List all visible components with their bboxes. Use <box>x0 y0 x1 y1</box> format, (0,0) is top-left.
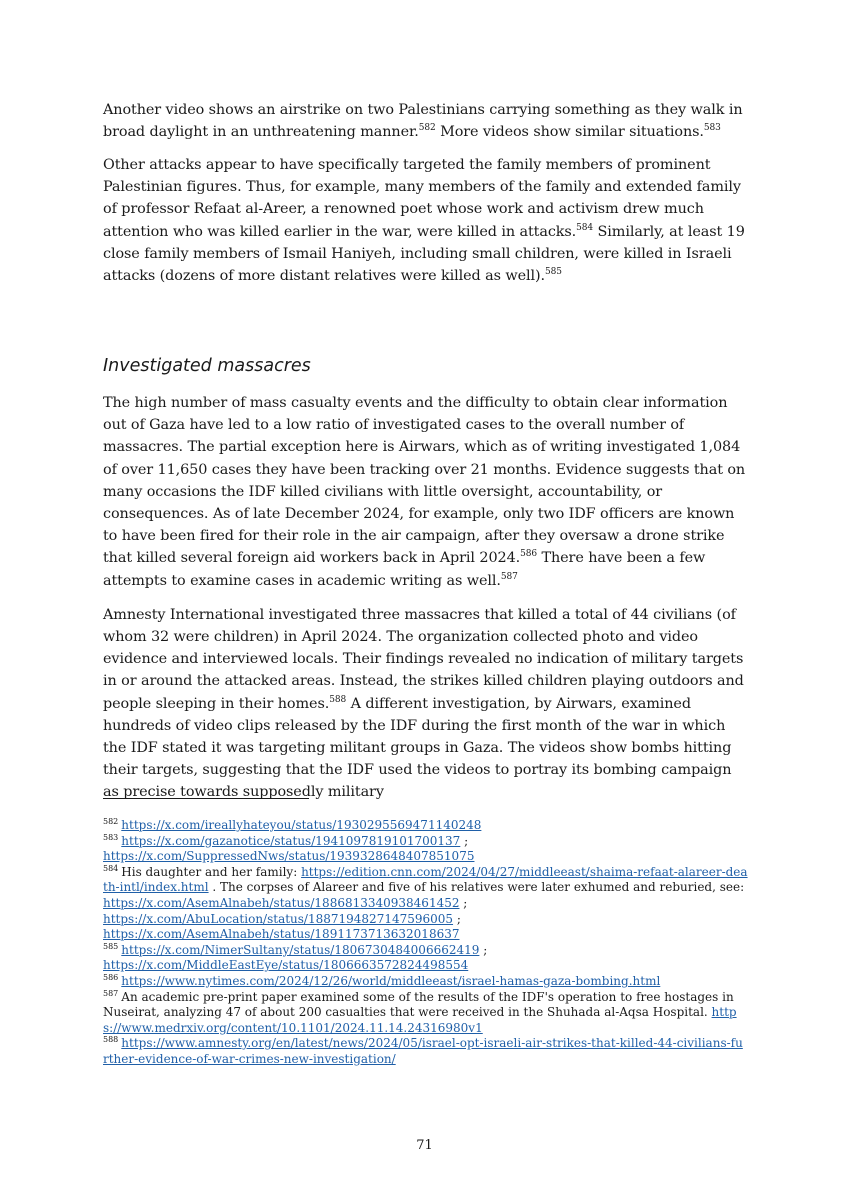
footnote-588: $^{588}$ https://www.amnesty.org/en/latest/news/2024/05/israel-opt-israeli-air-strikes-that-killed-44-civilians-further-evidence-of-war-crimes-new-investigation/ <box>103 1035 743 1066</box>
footnote-link[interactable]: https://x.com/ireallyhateyou/status/1930295569471140248 <box>121 818 482 832</box>
footnote-583: $^{583}$ https://x.com/gazanotice/status/1941097819101700137 ; https://x.com/SuppressedNws/status/1939328648407851075 <box>103 832 475 864</box>
footnote-link[interactable]: https://x.com/AsemAlnabeh/status/1886813340938461452 <box>103 895 460 910</box>
footnote-link[interactable]: https://x.com/NimerSultany/status/1806730484006662419 <box>121 942 480 957</box>
footnote-link[interactable]: https://x.com/MiddleEastEye/status/1806663572824498554 <box>103 958 469 973</box>
paragraph-investigations: The high number of mass casualty events and the difficulty to obtain clear information out of Gaza have led to a low ratio of investigated cases to the overall number of massacres. The partial exception here is Airwars, which as of writing investigated 1,084 of over 11,650 cases they have been tracking over 21 months. Evidence suggests that on many occasions the IDF killed civilians with little oversight, accountability, or consequences. As of late December 2024, for example, only two IDF officers are known to have been fired for their role in the air campaign, after they oversaw a drone strike that killed several foreign aid workers back in April 2024.$^{586}$ There have been a few attempts to examine cases in academic writing as well.$^{587}$ <box>103 395 746 589</box>
footnote-586: $^{586}$ https://www.nytimes.com/2024/12/26/world/middleeast/israel-hamas-gaza-bombing.html <box>103 972 661 988</box>
paragraph-amnesty: Amnesty International investigated three massacres that killed a total of 44 civilians (of whom 32 were children) in April 2024. The organization collected photo and video evidence and interviewed locals. Their findings revealed no indication of military targets in or around the attacked areas. Instead, the strikes killed children playing outdoors and people sleeping in their homes.$^{588}$ A different investigation, by Airwars, examined hundreds of video clips released by the IDF during the first month of the war in which the IDF stated it was targeting militant groups in Gaza. The videos show bombs hitting their targets, suggesting that the IDF used the videos to portray its bombing campaign as precise towards supposedly military <box>103 606 744 801</box>
paragraph-family-targets: Other attacks appear to have specifically targeted the family members of prominent Palestinian figures. Thus, for example, many members of the family and extended family of professor Refaat al-Areer, a renowned poet whose work and activism drew much attention who was killed earlier in the war, were killed in attacks.$^{584}$ Similarly, at least 19 close family members of Ismail Haniyeh, including small children, were killed in Israeli attacks (dozens of more distant relatives were killed as well).$^{585}$ <box>103 157 745 285</box>
footnote-ref-587[interactable]: 587 <box>500 571 518 582</box>
footnote-ref-584[interactable]: 584 <box>576 222 594 233</box>
footnote-585: $^{585}$ https://x.com/NimerSultany/status/1806730484006662419 ; https://x.com/MiddleEastEye/status/1806663572824498554 <box>103 941 488 973</box>
body-section <box>103 392 748 816</box>
footnote-584: $^{584}$ His daughter and her family: https://edition.cnn.com/2024/04/27/middleeast/shaima-refaat-alareer-death-intl/index.html . The corpses of Alareer and five of his relatives were later exhumed and reburied, see: https://x.com/AsemAlnabeh/status/1886813340938461452 ; https://x.com/AbuLocation/status/1887194827147596005 ; https://x.com/AsemAlnabeh/status/1891173713632018637 <box>103 863 748 942</box>
footnote-link[interactable]: https://x.com/AsemAlnabeh/status/1891173713632018637 <box>103 927 460 942</box>
footnote-587: $^{587}$ An academic pre-print paper examined some of the results of the IDF's operation to free hostages in Nuseirat, analyzing 47 of about 200 casualties that were received in the Shuhada al-Aqsa Hospital. https://www.medrxiv.org/content/10.1101/2024.11.14.24316980v1 <box>103 988 737 1035</box>
footnote-link[interactable]: https://edition.cnn.com/2024/04/27/middleeast/shaima-refaat-alareer-death-intl/index.html <box>103 864 748 895</box>
paragraph-video-airstrike: Another video shows an airstrike on two Palestinians carrying something as they walk in broad daylight in an unthreatening manner.$^{582}$ More videos show similar situations.$^{583}$ <box>103 102 743 141</box>
footnote-582: $^{582}$ https://x.com/ireallyhateyou/status/1930295569471140248 <box>103 817 482 832</box>
footnote-divider <box>103 798 309 799</box>
footnote-link[interactable]: https://x.com/gazanotice/status/1941097819101700137 <box>121 833 461 848</box>
footnotes <box>103 818 748 1068</box>
footnote-link[interactable]: https://x.com/AbuLocation/status/1887194827147596005 <box>103 911 454 926</box>
section-heading: Investigated massacres <box>103 356 311 376</box>
footnote-ref-588[interactable]: 588 <box>329 694 347 705</box>
footnote-ref-586[interactable]: 586 <box>520 549 537 560</box>
footnote-link[interactable]: https://www.medrxiv.org/content/10.1101/2024.11.14.24316980v1 <box>103 1005 737 1035</box>
footnote-ref-585[interactable]: 585 <box>544 267 562 278</box>
footnote-link[interactable]: https://x.com/SuppressedNws/status/1939328648407851075 <box>103 849 475 864</box>
footnote-link[interactable]: https://www.nytimes.com/2024/12/26/world/middleeast/israel-hamas-gaza-bombing.html <box>121 973 661 988</box>
footnote-ref-582[interactable]: 582 <box>418 123 436 134</box>
footnote-ref-583[interactable]: 583 <box>703 123 721 134</box>
footnote-link[interactable]: https://www.amnesty.org/en/latest/news/2024/05/israel-opt-israeli-air-strikes-that-killed-44-civilians-further-evidence-of-war-crimes-new-investigation/ <box>103 1036 743 1066</box>
page-number: 71 <box>416 1138 433 1153</box>
